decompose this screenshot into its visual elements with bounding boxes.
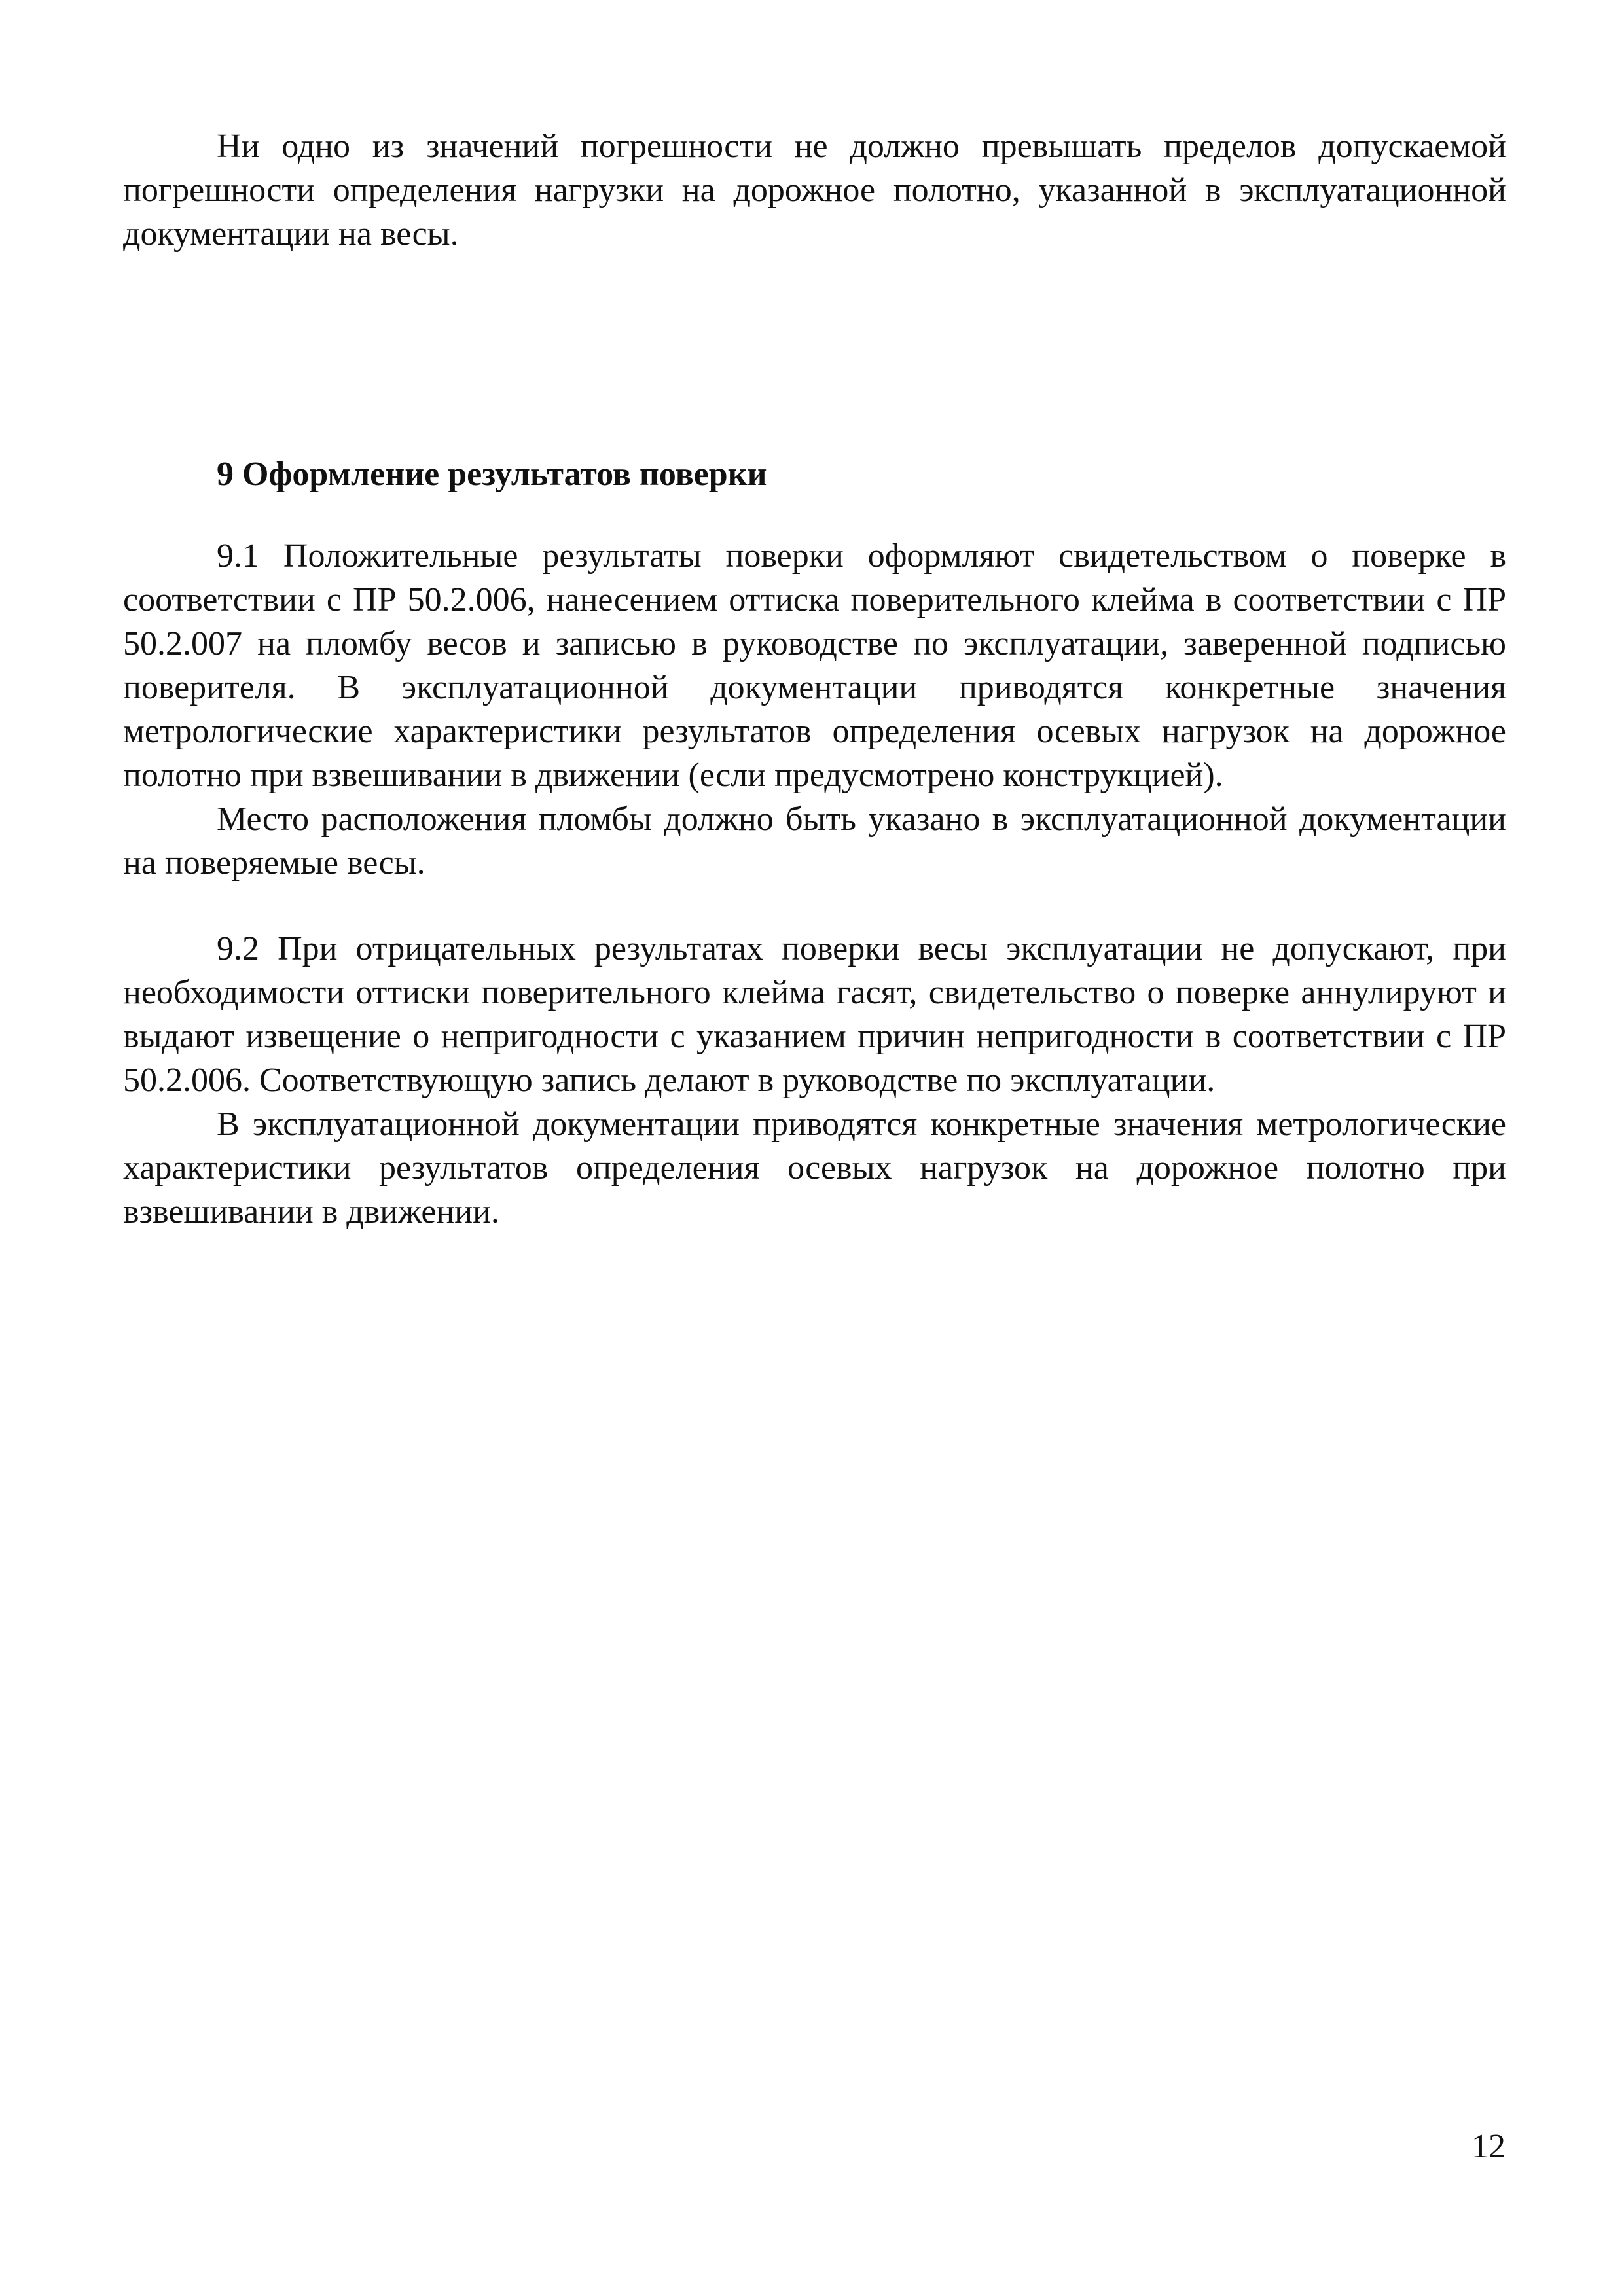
paragraph-spacing — [123, 885, 1506, 927]
heading-spacing — [123, 496, 1506, 534]
seal-location-paragraph: Место расположения пломбы должно быть указано в эксплуатационной документации на поверяемые весы. — [123, 800, 1506, 882]
final-paragraph: В эксплуатационной документации приводятся конкретные значения метрологические характеристики результатов определения осевых нагрузок на дорожное полотно при взвешивании в движении. — [123, 1105, 1506, 1230]
paragraph-9-2: 9.2 При отрицательных результатах поверки весы эксплуатации не допускают, при необходимости оттиски поверительного клейма гасят, свидетельство о поверке аннулируют и выдают извещение о непригодности с указанием причин непригодности в соответствии с ПР 50.2.006. Соответствующую запись делают в руководстве по эксплуатации. — [123, 930, 1506, 1099]
section-spacing — [123, 256, 1506, 452]
paragraph-9-1: 9.1 Положительные результаты поверки оформляют свидетельством о поверке в соответствии с ПР 50.2.006, нанесением оттиска поверительного клейма в соответствии с ПР 50.2.007 на пломбу весов и записью в руководстве по эксплуатации, заверенной подписью поверителя. В эксплуатационной документации приводятся конкретные значения метрологические характеристики результатов определения осевых нагрузок на дорожное полотно при взвешивании в движении (если предусмотрено конструкцией). — [123, 537, 1506, 794]
section-heading: 9 Оформление результатов поверки — [217, 456, 767, 493]
page-number: 12 — [1471, 2128, 1506, 2165]
intro-paragraph: Ни одно из значений погрешности не должно превышать пределов допускаемой погрешности определения нагрузки на дорожное полотно, указанной в эксплуатационной документации на весы. — [123, 128, 1506, 253]
page-content — [123, 124, 1506, 1234]
